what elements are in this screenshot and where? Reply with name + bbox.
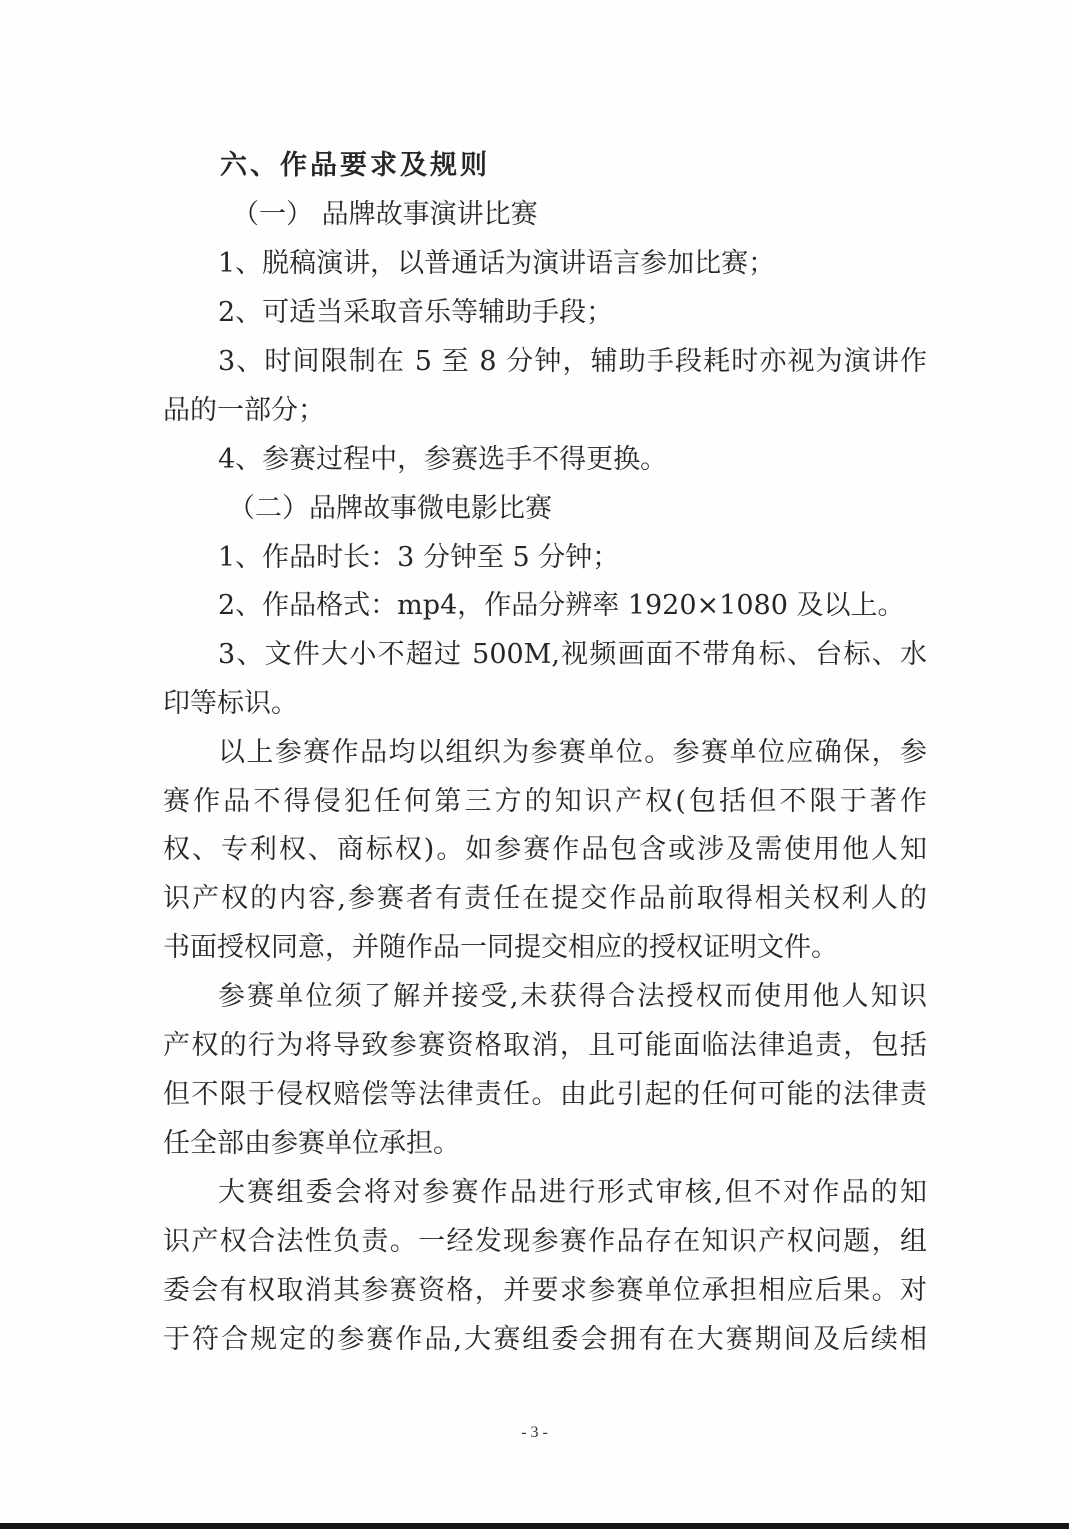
section-heading: 六、作品要求及规则 bbox=[220, 150, 490, 181]
paragraph-line: 委会有权取消其参赛资格，并要求参赛单位承担相应后果。对 bbox=[163, 1275, 927, 1306]
list-item-continuation: 印等标识。 bbox=[163, 688, 298, 719]
list-item: 1、脱稿演讲，以普通话为演讲语言参加比赛； bbox=[218, 248, 776, 279]
paragraph-line: 赛作品不得侵犯任何第三方的知识产权(包括但不限于著作 bbox=[163, 786, 927, 817]
paragraph-line: 产权的行为将导致参赛资格取消，且可能面临法律追责，包括 bbox=[163, 1030, 927, 1061]
list-item: 3、时间限制在 5 至 8 分钟，辅助手段耗时亦视为演讲作 bbox=[218, 346, 927, 377]
paragraph-line: 以上参赛作品均以组织为参赛单位。参赛单位应确保，参 bbox=[218, 737, 927, 768]
list-item: 1、作品时长：3 分钟至 5 分钟； bbox=[218, 542, 620, 573]
paragraph-line: 识产权的内容,参赛者有责任在提交作品前取得相关权利人的 bbox=[163, 883, 927, 914]
page-number: - 3 - bbox=[521, 1424, 548, 1441]
paragraph-line: 大赛组委会将对参赛作品进行形式审核,但不对作品的知 bbox=[218, 1177, 927, 1208]
list-item-continuation: 品的一部分； bbox=[163, 395, 325, 426]
list-item: 2、可适当采取音乐等辅助手段； bbox=[218, 297, 614, 328]
paragraph-line: 任全部由参赛单位承担。 bbox=[163, 1128, 460, 1159]
list-item: 4、参赛过程中，参赛选手不得更换。 bbox=[218, 444, 668, 475]
subsection-title: （一） 品牌故事演讲比赛 bbox=[232, 199, 538, 230]
list-item: 3、文件大小不超过 500M,视频画面不带角标、台标、水 bbox=[218, 639, 927, 670]
list-item: 2、作品格式：mp4，作品分辨率 1920×1080 及以上。 bbox=[218, 590, 905, 621]
paragraph-line: 但不限于侵权赔偿等法律责任。由此引起的任何可能的法律责 bbox=[163, 1079, 927, 1110]
paragraph-line: 参赛单位须了解并接受,未获得合法授权而使用他人知识 bbox=[218, 981, 927, 1012]
paragraph-line: 权、专利权、商标权)。如参赛作品包含或涉及需使用他人知 bbox=[163, 834, 927, 865]
paragraph-line: 于符合规定的参赛作品,大赛组委会拥有在大赛期间及后续相 bbox=[163, 1324, 927, 1355]
paragraph-line: 书面授权同意，并随作品一同提交相应的授权证明文件。 bbox=[163, 932, 838, 963]
paragraph-line: 识产权合法性负责。一经发现参赛作品存在知识产权问题，组 bbox=[163, 1226, 927, 1257]
bottom-edge-bar bbox=[0, 1523, 1069, 1529]
subsection-title: （二）品牌故事微电影比赛 bbox=[228, 493, 552, 524]
